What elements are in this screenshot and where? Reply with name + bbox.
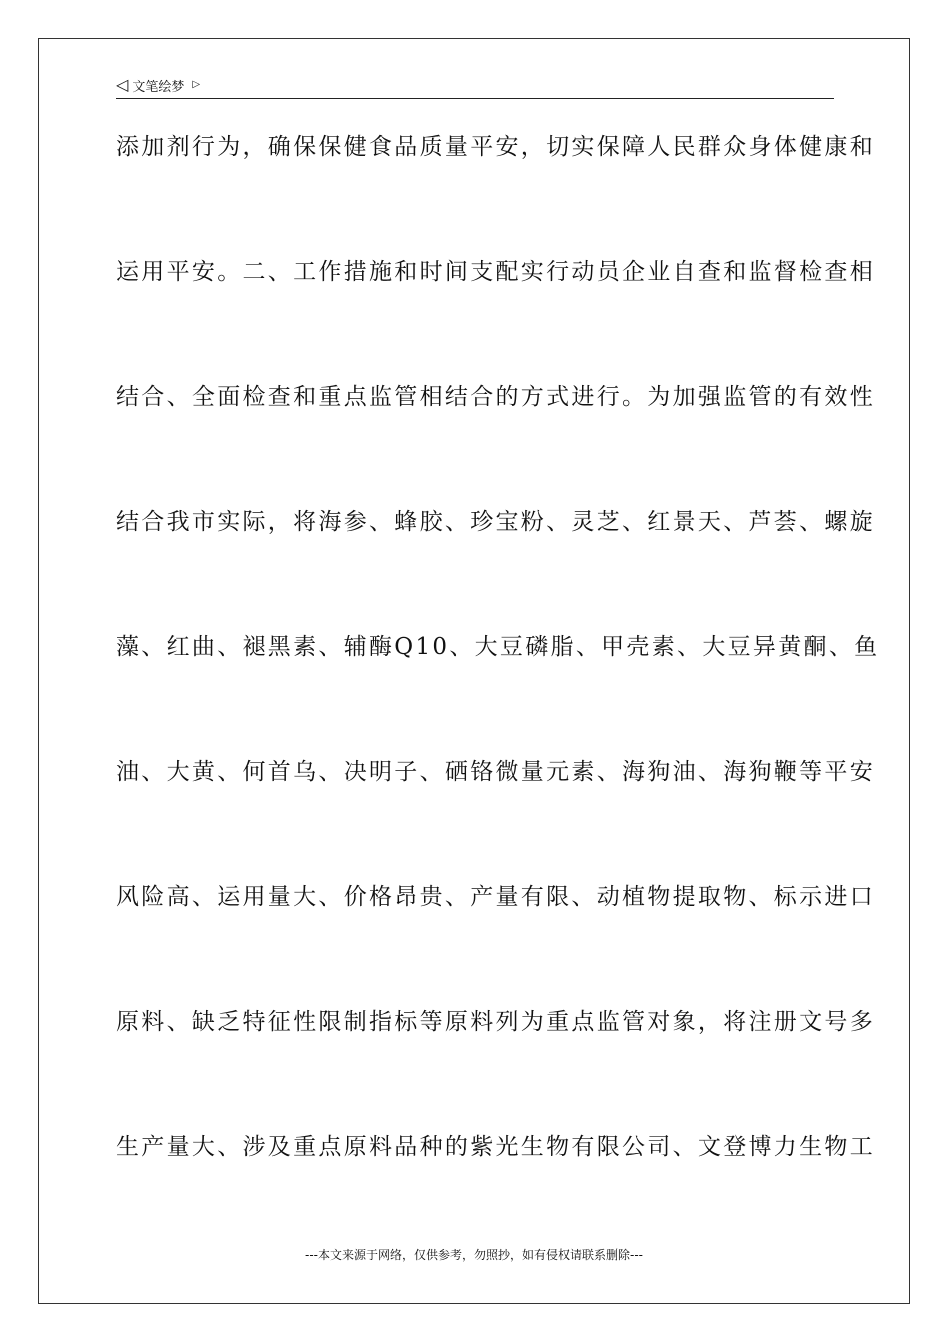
- text-line: 生产量大、涉及重点原料品种的紫光生物有限公司、文登博力生物工: [116, 1134, 875, 1160]
- right-triangle-icon: ▷: [192, 79, 201, 90]
- text-line: 风险高、运用量大、价格昂贵、产量有限、动植物提取物、标示进口: [116, 884, 875, 910]
- page-header: [116, 72, 834, 99]
- text-line: 结合我市实际，将海参、蜂胶、珍宝粉、灵芝、红景天、芦荟、螺旋: [116, 509, 875, 535]
- header-title: 文笔绘梦: [132, 79, 185, 95]
- text-line: 原料、缺乏特征性限制指标等原料列为重点监管对象，将注册文号多: [116, 1009, 875, 1035]
- text-line: 结合、全面检查和重点监管相结合的方式进行。为加强监管的有效性: [116, 384, 875, 410]
- text-line: 运用平安。二、工作措施和时间支配实行动员企业自查和监督检查相: [116, 259, 875, 285]
- document-body: [116, 132, 880, 1257]
- page-footer: ---本文来源于网络，仅供参考，勿照抄，如有侵权请联系删除---: [305, 1248, 643, 1262]
- text-line: 藻、红曲、褪黑素、辅酶Q10、大豆磷脂、甲壳素、大豆异黄酮、鱼: [116, 634, 880, 660]
- text-line: 油、大黄、何首乌、决明子、硒铬微量元素、海狗油、海狗鞭等平安: [116, 759, 875, 785]
- text-line: 添加剂行为，确保保健食品质量平安，切实保障人民群众身体健康和: [116, 134, 875, 160]
- left-triangle-icon: ◁: [116, 75, 129, 94]
